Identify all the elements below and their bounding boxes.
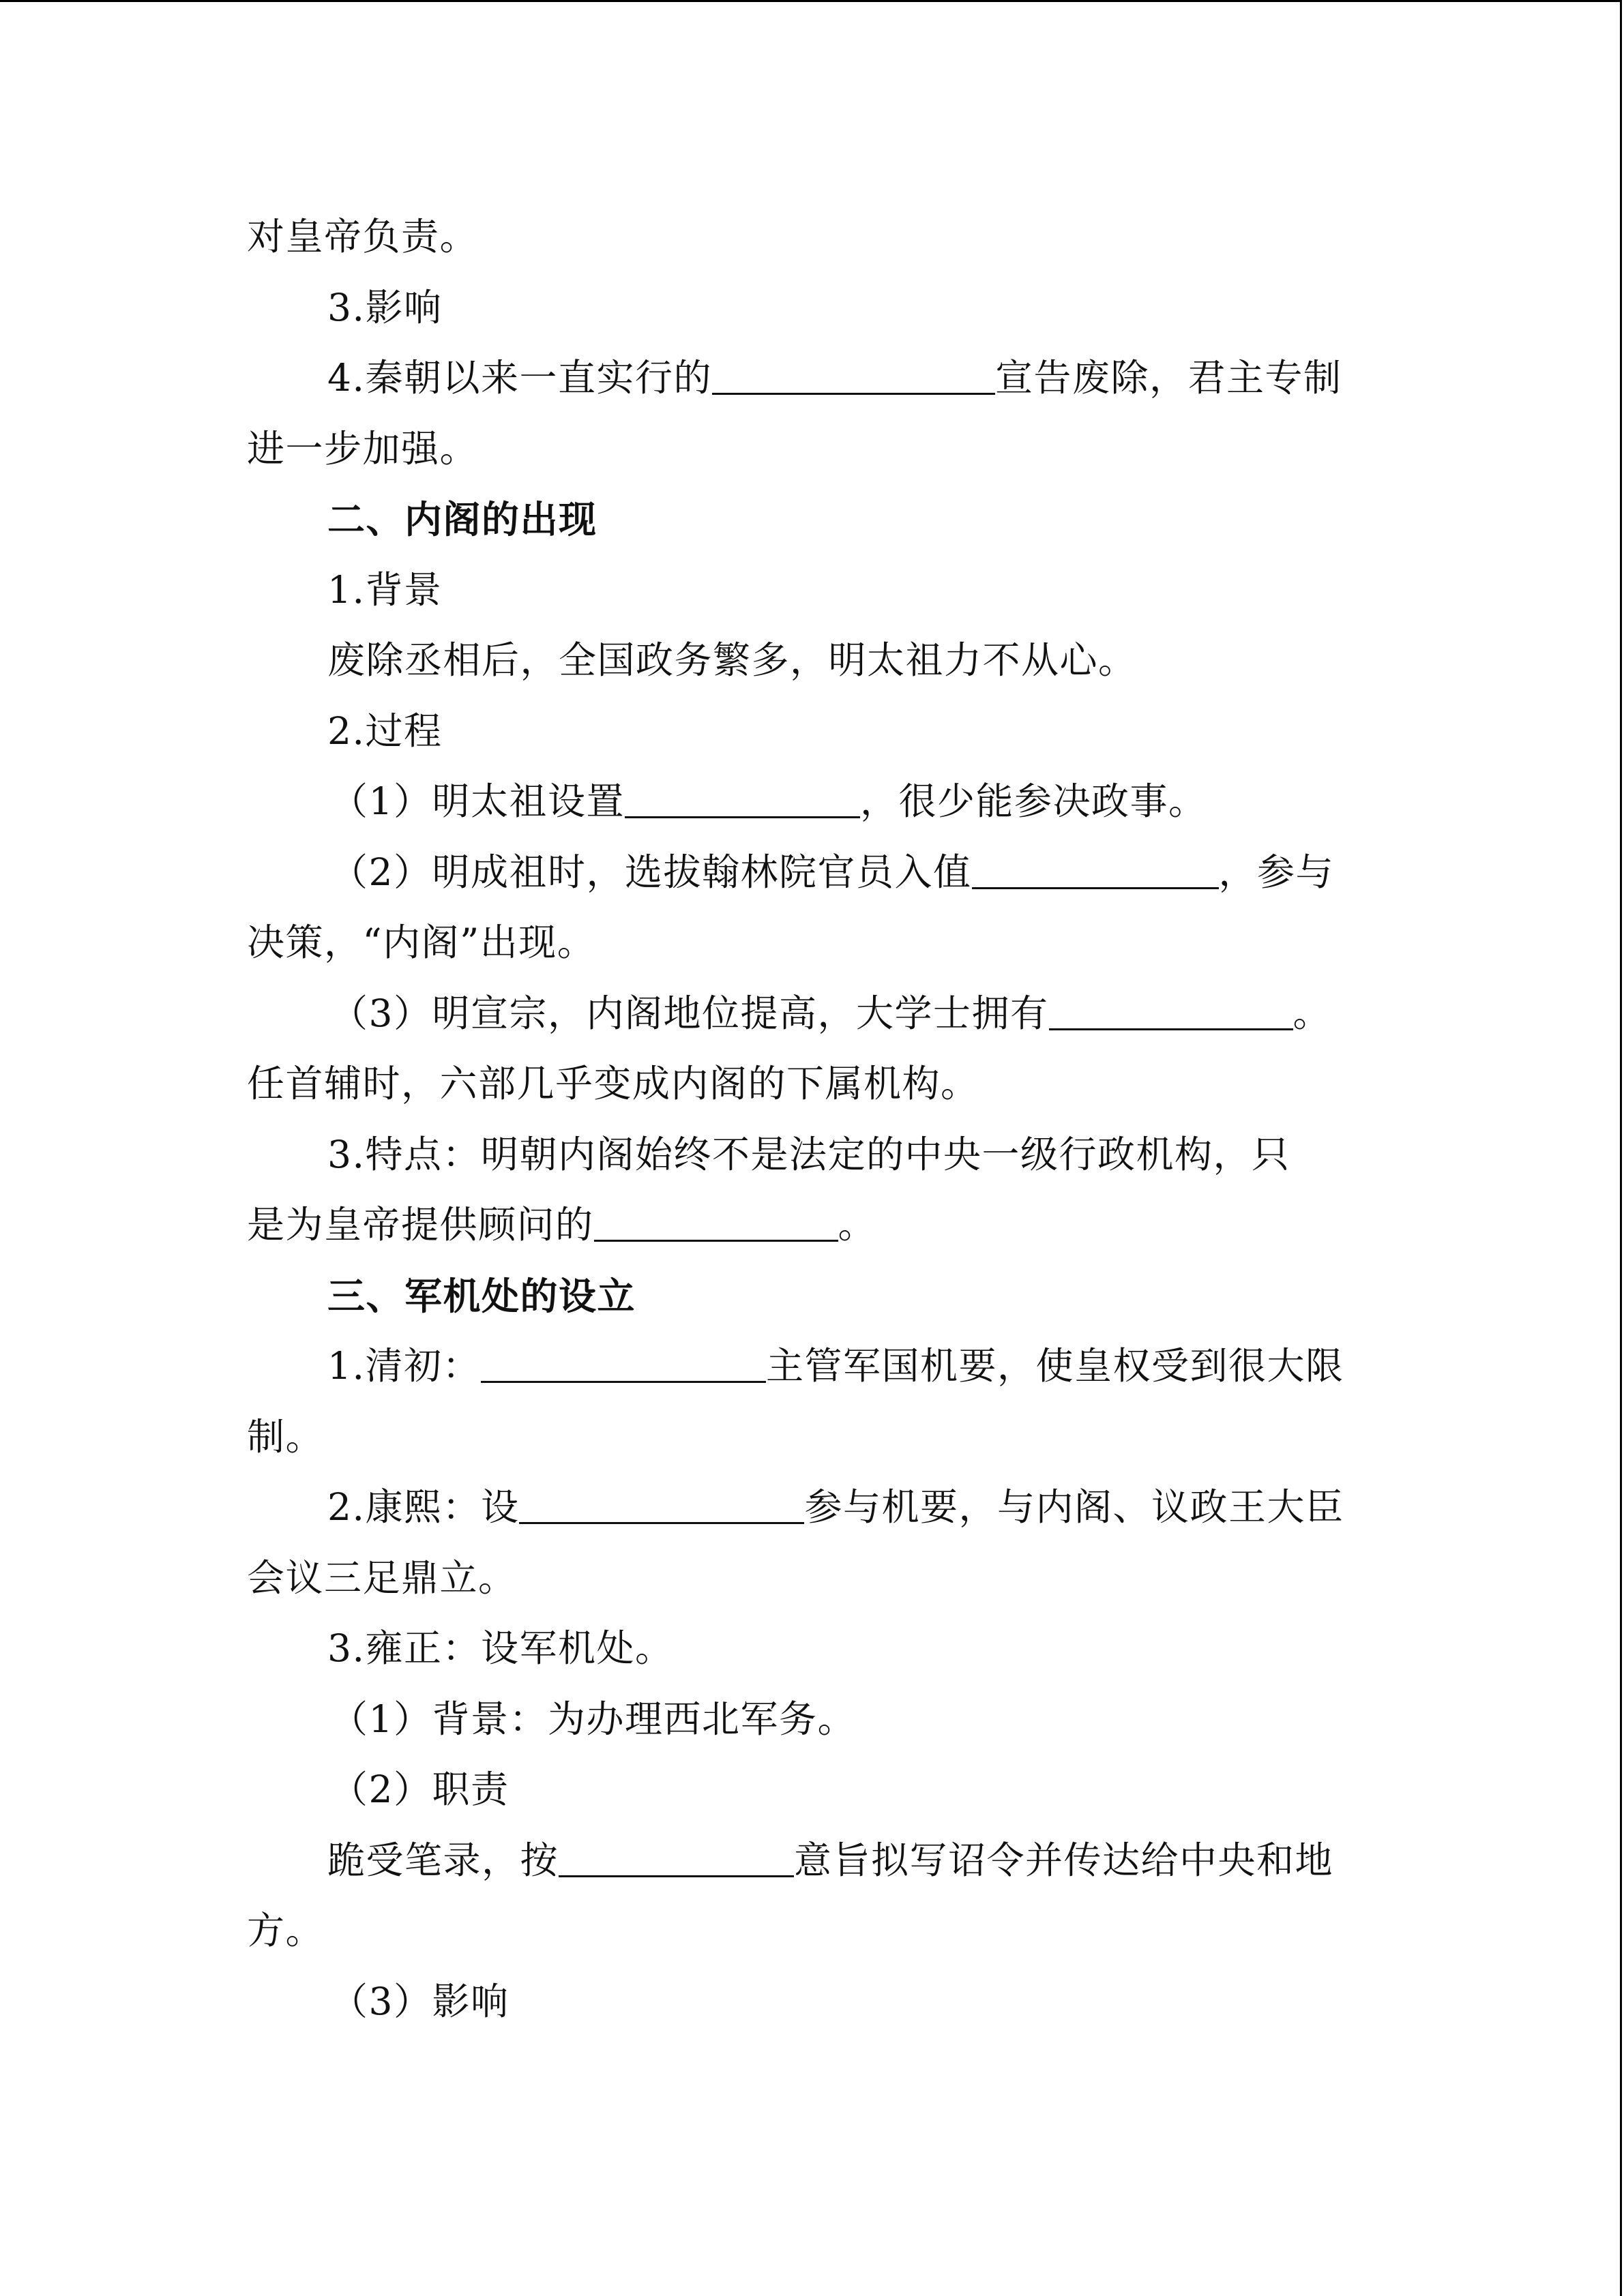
text: 。 bbox=[838, 1203, 877, 1247]
document-body bbox=[247, 202, 1379, 2037]
fill-in-line bbox=[247, 1825, 1379, 1896]
fill-in-line bbox=[247, 1331, 1379, 1402]
text: 废除丞相后，全国政务繁多，明太祖力不从心。 bbox=[327, 638, 1137, 682]
text-line bbox=[247, 1402, 1379, 1473]
text: ，参与 bbox=[1218, 850, 1335, 894]
text: 二、内阁的出现 bbox=[327, 497, 597, 541]
text: （2）明成祖时，选拔翰林院官员入值 bbox=[330, 850, 972, 894]
text: 任首辅时，六部几乎变成内阁的下属机构。 bbox=[247, 1062, 979, 1105]
section-heading bbox=[247, 1261, 1379, 1332]
answer-blank[interactable] bbox=[972, 849, 1219, 889]
text: 跪受笔录，按 bbox=[327, 1838, 559, 1882]
text: （3）明宣宗，内阁地位提高，大学士拥有 bbox=[330, 991, 1049, 1035]
fill-in-line bbox=[247, 979, 1379, 1049]
text: （2）职责 bbox=[330, 1768, 510, 1811]
answer-blank[interactable] bbox=[1049, 990, 1293, 1030]
subsection-label bbox=[247, 696, 1379, 767]
text-line bbox=[247, 1543, 1379, 1614]
text: 4.秦朝以来一直实行的 bbox=[327, 356, 712, 400]
text: 1.背景 bbox=[327, 567, 443, 612]
fill-in-line bbox=[247, 343, 1379, 414]
subsection-label bbox=[247, 1755, 1379, 1825]
text: 对皇帝负责。 bbox=[247, 215, 479, 258]
text: （1）明太祖设置 bbox=[330, 779, 625, 823]
text: 2.康熙：设 bbox=[327, 1485, 520, 1529]
answer-blank[interactable] bbox=[559, 1837, 794, 1877]
text: （1）背景：为办理西北军务。 bbox=[330, 1697, 856, 1741]
text: 进一步加强。 bbox=[247, 426, 479, 471]
text: 参与机要，与内阁、议政王大臣 bbox=[804, 1485, 1344, 1529]
text-line bbox=[247, 202, 1379, 273]
text: 会议三足鼎立。 bbox=[247, 1555, 517, 1600]
text: 2.过程 bbox=[327, 709, 443, 753]
text: 制。 bbox=[247, 1414, 325, 1459]
text-line bbox=[247, 625, 1379, 696]
subsection-label bbox=[247, 273, 1379, 344]
fill-in-line bbox=[247, 766, 1379, 837]
text: 3.特点：明朝内阁始终不是法定的中央一级行政机构，只 bbox=[327, 1132, 1290, 1176]
subsection-label bbox=[247, 555, 1379, 626]
text: ，很少能参决政事。 bbox=[860, 779, 1207, 823]
text: 1.清初： bbox=[327, 1344, 481, 1388]
text-line bbox=[247, 414, 1379, 485]
fill-in-line bbox=[247, 1472, 1379, 1543]
text: 。 bbox=[1293, 991, 1332, 1035]
text: 三、军机处的设立 bbox=[327, 1273, 636, 1318]
text: 方。 bbox=[247, 1909, 325, 1952]
section-heading bbox=[247, 484, 1379, 555]
text-line bbox=[247, 908, 1379, 979]
text: 3.雍正：设军机处。 bbox=[327, 1626, 674, 1670]
answer-blank[interactable] bbox=[712, 355, 995, 395]
text: 是为皇帝提供顾问的 bbox=[247, 1203, 594, 1247]
fill-in-line bbox=[247, 837, 1379, 908]
subsection-label bbox=[247, 1967, 1379, 2038]
text: 宣告废除，君主专制 bbox=[994, 356, 1342, 400]
text-line bbox=[247, 1120, 1379, 1191]
answer-blank[interactable] bbox=[625, 778, 860, 818]
text-line bbox=[247, 1613, 1379, 1684]
text: 3.影响 bbox=[327, 285, 443, 329]
text: 决策，“内阁”出现。 bbox=[247, 921, 596, 964]
text: 主管军国机要，使皇权受到很大限 bbox=[765, 1344, 1344, 1388]
text-line bbox=[247, 1684, 1379, 1755]
answer-blank[interactable] bbox=[594, 1202, 838, 1242]
fill-in-line bbox=[247, 1190, 1379, 1261]
text-line bbox=[247, 1049, 1379, 1120]
text-line bbox=[247, 1896, 1379, 1967]
text: 意旨拟写诏令并传达给中央和地 bbox=[794, 1838, 1334, 1882]
answer-blank[interactable] bbox=[519, 1484, 804, 1524]
answer-blank[interactable] bbox=[481, 1343, 766, 1383]
text: （3）影响 bbox=[330, 1979, 510, 2023]
